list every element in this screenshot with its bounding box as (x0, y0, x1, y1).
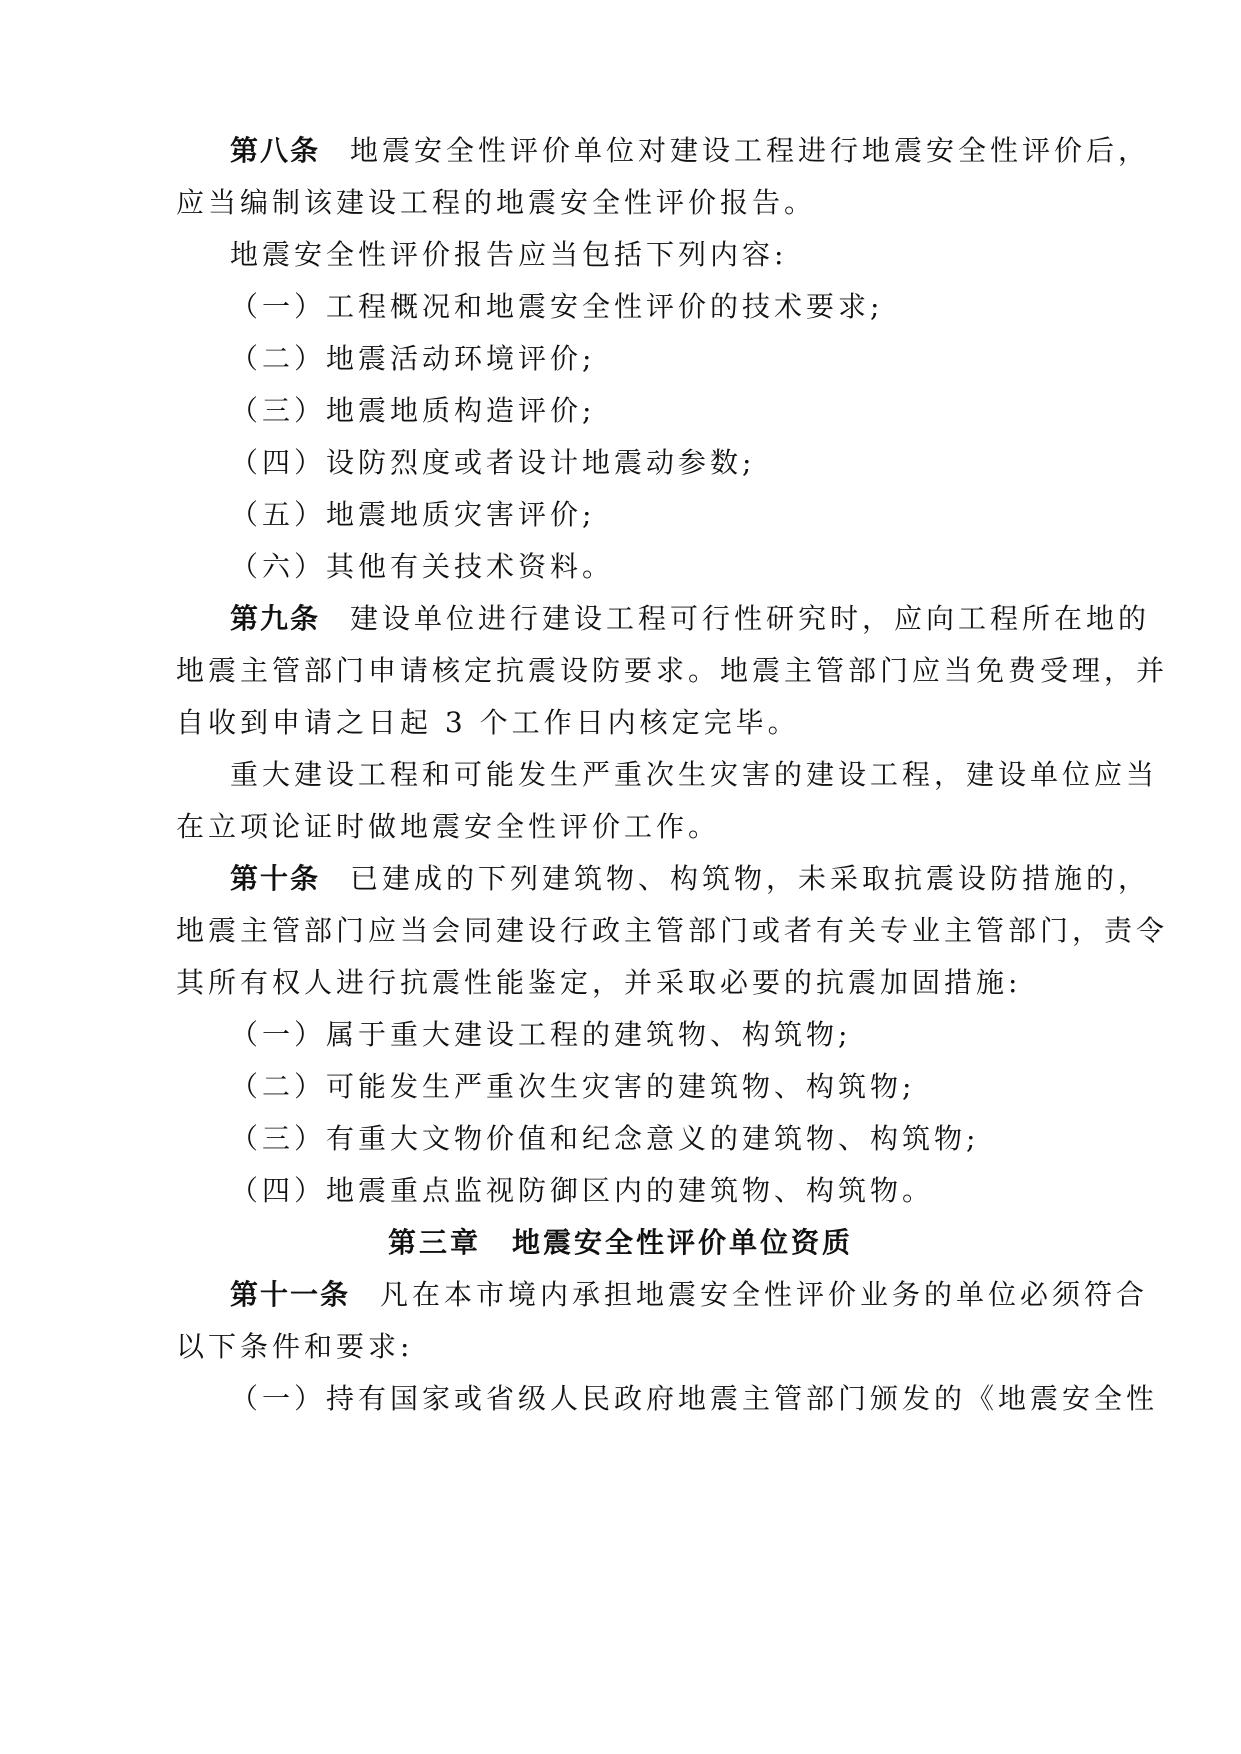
article-9-line-2: 地震主管部门申请核定抗震设防要求。地震主管部门应当免费受理，并 (176, 654, 1169, 687)
article-9-paragraph-2-line-2: 在立项论证时做地震安全性评价工作。 (176, 810, 721, 843)
article-9-text: 建设单位进行建设工程可行性研究时，应向工程所在地的 (350, 602, 1151, 635)
article-8-line-2: 应当编制该建设工程的地震安全性评价报告。 (176, 186, 817, 219)
article-8-item-4: （四）设防烈度或者设计地震动参数; (230, 446, 756, 479)
article-8-item-2: （二）地震活动环境评价; (230, 342, 596, 375)
article-8-intro: 地震安全性评价报告应当包括下列内容: (230, 238, 788, 271)
article-11-line-1 (230, 1275, 1148, 1315)
article-11-label: 第十一条 (230, 1278, 351, 1311)
article-10-line-2: 地震主管部门应当会同建设行政主管部门或者有关专业主管部门，责令 (176, 914, 1169, 947)
article-8-item-3: （三）地震地质构造评价; (230, 394, 596, 427)
article-11-text: 凡在本市境内承担地震安全性评价业务的单位必须符合 (380, 1278, 1149, 1311)
article-9-paragraph-2-line-1: 重大建设工程和可能发生严重次生灾害的建设工程，建设单位应当 (230, 758, 1159, 791)
article-9-label: 第九条 (230, 602, 321, 635)
article-10-text: 已建成的下列建筑物、构筑物，未采取抗震设防措施的， (350, 862, 1151, 895)
article-11-line-2: 以下条件和要求: (176, 1330, 414, 1363)
article-8-item-1: （一）工程概况和地震安全性评价的技术要求; (230, 290, 884, 323)
article-9-line-1 (230, 599, 1150, 639)
article-8-line-1 (230, 131, 1150, 171)
article-11-item-1: （一）持有国家或省级人民政府地震主管部门颁发的《地震安全性 (230, 1382, 1159, 1415)
article-8-text: 地震安全性评价单位对建设工程进行地震安全性评价后， (350, 134, 1151, 167)
article-10-item-4: （四）地震重点监视防御区内的建筑物、构筑物。 (230, 1174, 935, 1207)
article-10-item-2: （二）可能发生严重次生灾害的建筑物、构筑物; (230, 1070, 916, 1103)
article-8-item-6: （六）其他有关技术资料。 (230, 550, 615, 583)
chapter-3-title: 第三章 地震安全性评价单位资质 (387, 1226, 853, 1259)
article-10-item-1: （一）属于重大建设工程的建筑物、构筑物; (230, 1018, 852, 1051)
article-10-label: 第十条 (230, 862, 321, 895)
article-10-item-3: （三）有重大文物价值和纪念意义的建筑物、构筑物; (230, 1122, 980, 1155)
article-8-item-5: （五）地震地质灾害评价; (230, 498, 596, 531)
article-9-line-3: 自收到申请之日起 3 个工作日内核定完毕。 (176, 706, 800, 739)
article-10-line-3: 其所有权人进行抗震性能鉴定，并采取必要的抗震加固措施: (176, 966, 1022, 999)
article-8-label: 第八条 (230, 134, 321, 167)
article-10-line-1 (230, 859, 1150, 899)
